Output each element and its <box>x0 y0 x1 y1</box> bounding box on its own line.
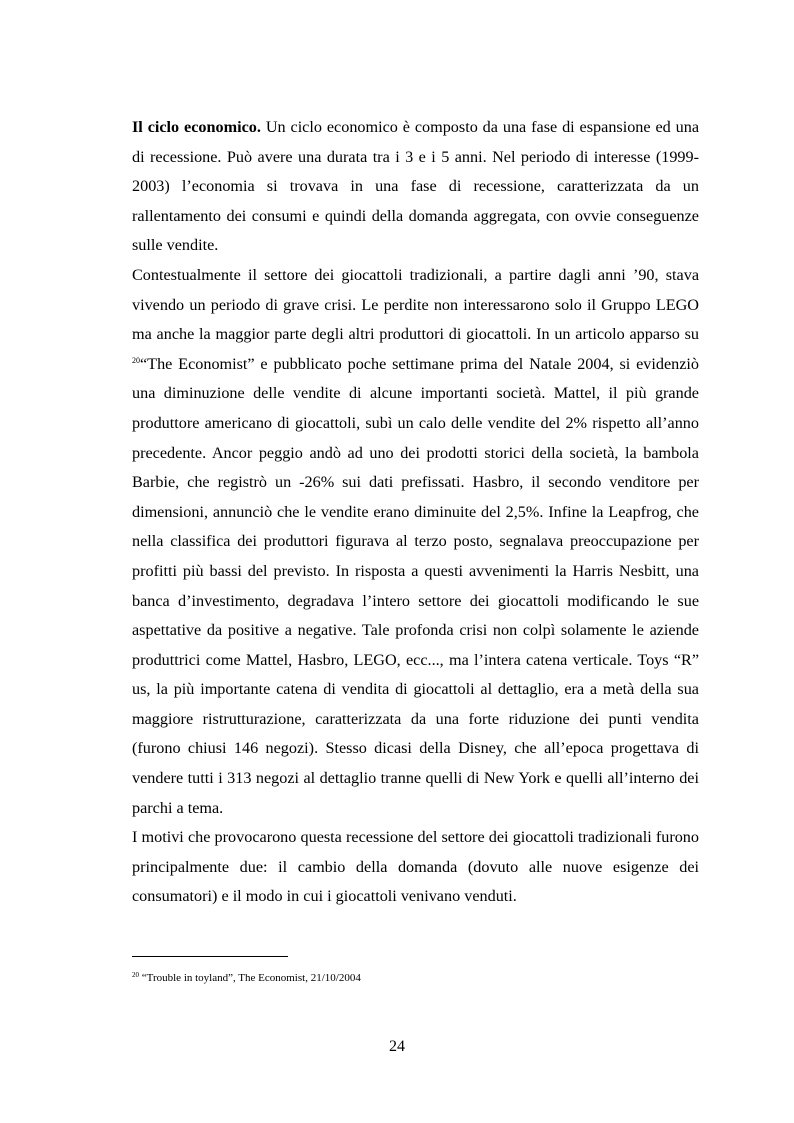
paragraph-text: Contestualmente il settore dei giocattoli tradizionali, a partire dagli anni ’90, stava vivendo un periodo di grave crisi. Le perdite non interessarono solo il Gruppo LEGO ma anche la maggior parte degli altri produttori di giocattoli. In un articolo apparso su <box>132 265 699 344</box>
paragraph-toy-crisis <box>132 261 699 823</box>
paragraph-economic-cycle <box>132 113 699 261</box>
section-title: Il ciclo economico. <box>132 118 261 136</box>
page-number: 24 <box>389 1038 405 1055</box>
paragraph-recession-causes <box>132 823 699 912</box>
footnote-divider <box>132 956 288 957</box>
footnote-number: 20 <box>132 971 139 979</box>
paragraph-text: Un ciclo economico è composto da una fase di espansione ed una di recessione. Può avere una durata tra i 3 e i 5 anni. Nel periodo di interesse (1999-2003) l’economia si trovava in una fase di recessione, caratterizzata da un rallentamento dei consumi e quindi della domanda aggregata, con ovvie conseguenze sulle vendite. <box>132 118 700 255</box>
footnote <box>132 972 361 984</box>
body-text <box>132 113 699 912</box>
paragraph-text: “The Economist” e pubblicato poche settimane prima del Natale 2004, si evidenziò una diminuzione delle vendite di alcune importanti società. Mattel, il più grande produttore americano di giocattoli, subì un calo delle vendite del 2% rispetto all’anno precedente. Ancor peggio andò ad uno dei prodotti storici della società, la bambola Barbie, che registrò un -26% sui dati prefissati. Hasbro, il secondo venditore per dimensioni, annunciò che le vendite erano diminuite del 2,5%. Infine la Leapfrog, che nella classifica dei produttori figurava al terzo posto, segnalava preoccupazione per profitti più bassi del previsto. In risposta a questi avvenimenti la Harris Nesbitt, una banca d’investimento, degradava l’intero settore dei giocattoli modificando le sue aspettative da positive a negative. Tale profonda crisi non colpì solamente le aziende produttrici come Mattel, Hasbro, LEGO, ecc..., ma l’intera catena verticale. Toys “R” us, la più importante catena di vendita di giocattoli al dettaglio, era a metà della sua maggiore ristrutturazione, caratterizzata da una forte riduzione dei punti vendita (furono chiusi 146 negozi). Stesso dicasi della Disney, che all’epoca progettava di vendere tutti i 313 negozi al dettaglio tranne quelli di New York e quelli all’interno dei parchi a tema. <box>132 354 699 817</box>
footnote-reference[interactable]: 20 <box>132 355 140 365</box>
footnote-text: “Trouble in toyland”, The Economist, 21/10/2004 <box>141 972 361 984</box>
paragraph-text: I motivi che provocarono questa recessione del settore dei giocattoli tradizionali furono principalmente due: il cambio della domanda (dovuto alle nuove esigenze dei consumatori) e il modo in cui i giocattoli venivano venduti. <box>132 828 699 906</box>
